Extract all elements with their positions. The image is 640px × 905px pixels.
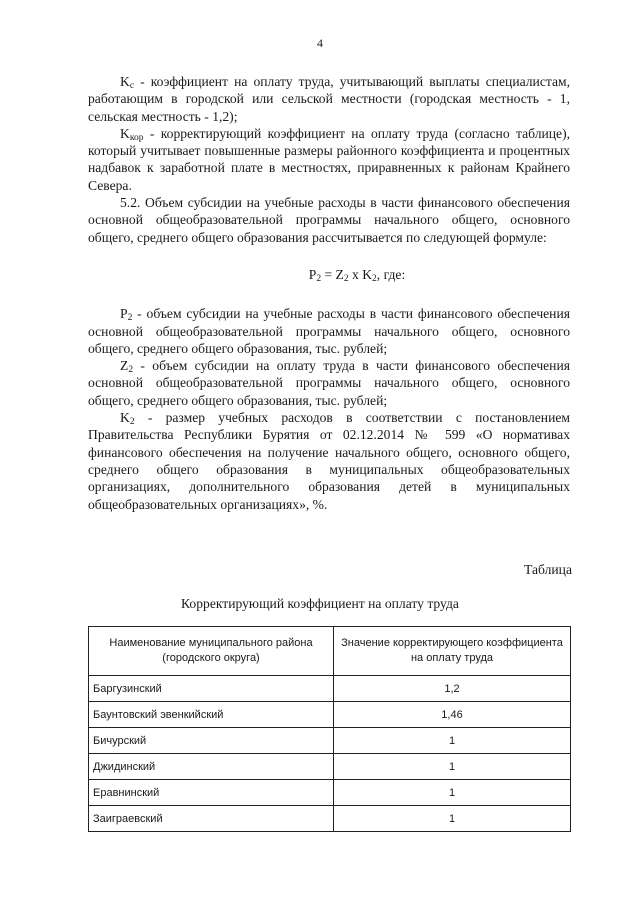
symbol: K (120, 125, 130, 141)
symbol-subscript: c (129, 81, 135, 91)
paragraph-kc (88, 73, 570, 125)
cell-coefficient: 1,46 (334, 702, 571, 728)
cell-district: Еравнинский (89, 780, 334, 806)
table-row (89, 754, 571, 780)
paragraph-k2 (88, 409, 570, 513)
cell-coefficient: 1 (334, 728, 571, 754)
symbol: Z (120, 358, 129, 374)
paragraph-p2 (88, 305, 570, 357)
paragraph-text: - коэффициент на оплату труда, учитывающий выплаты специалистам, работающим в городской или сельской местности (городская местность - 1, сельская местность - 1,2); (88, 74, 570, 124)
table-label: Таблица (524, 562, 572, 577)
cell-coefficient: 1,2 (334, 676, 571, 702)
paragraph-text: - объем субсидии на оплату труда в части финансового обеспечения основной общеобразовательной программы начального общего, основного общего, среднего общего образования, тыс. рублей; (88, 358, 570, 408)
table-row (89, 806, 571, 832)
paragraph-text: - корректирующий коэффициент на оплату труда (согласно таблице), который учитывает повышенные размеры районного коэффициента и процентных надбавок к заработной плате в местностях, приравненных к районам Крайнего Севера. (88, 125, 570, 193)
table-header-row (89, 627, 571, 676)
cell-coefficient: 1 (334, 806, 571, 832)
formula-p-subscript: 2 (316, 273, 322, 284)
formula-p: P (308, 266, 317, 282)
cell-coefficient: 1 (334, 780, 571, 806)
paragraph-z2 (88, 357, 570, 409)
symbol: P (120, 306, 128, 322)
cell-district: Джидинский (89, 754, 334, 780)
paragraph-kkor (88, 125, 570, 194)
symbol-subscript: 2 (127, 313, 133, 324)
coefficient-table (88, 626, 571, 832)
cell-district: Заиграевский (89, 806, 334, 832)
table-row (89, 780, 571, 806)
table-row (89, 728, 571, 754)
paragraph-text: - размер учебных расходов в соответствии с постановлением Правительства Республики Бурятия от 02.12.2014 № 599 «О нормативах финансового обеспечения на получение начального общего, основного общего, среднего общего образования в муниципальных общеобразовательных организациях, дополнительного образования детей в муниципальных общеобразовательных организациях», %. (88, 410, 570, 512)
table-row (89, 676, 571, 702)
cell-district: Баргузинский (89, 676, 334, 702)
symbol-subscript: 2 (128, 365, 134, 376)
body-text (88, 73, 570, 513)
table-row (89, 702, 571, 728)
page-number: 4 (317, 36, 323, 50)
paragraph-5-2: 5.2. Объем субсидии на учебные расходы в части финансового обеспечения основной общеобразовательной программы начального общего, основного общего, среднего общего образования рассчитывается по следующей формуле: (88, 195, 570, 245)
symbol-subscript: кор (129, 132, 144, 143)
formula (88, 266, 570, 283)
formula-eq: = Z (321, 266, 344, 282)
formula-k-subscript: 2 (372, 273, 377, 284)
formula-tail: , где: (376, 266, 406, 282)
cell-coefficient: 1 (334, 754, 571, 780)
formula-z-subscript: 2 (343, 273, 349, 284)
header-coefficient: Значение корректирующего коэффициента на оплату труда (334, 627, 571, 676)
header-district: Наименование муниципального района (городского округа) (89, 627, 334, 676)
formula-x: x K (348, 266, 373, 282)
symbol-subscript: 2 (129, 417, 135, 428)
cell-district: Баунтовский эвенкийский (89, 702, 334, 728)
cell-district: Бичурский (89, 728, 334, 754)
symbol: K (120, 410, 130, 426)
paragraph-text: - объем субсидии на учебные расходы в части финансового обеспечения основной общеобразовательной программы начального общего, основного общего, среднего общего образования, тыс. рублей; (88, 306, 570, 356)
table-title: Корректирующий коэффициент на оплату труда (181, 596, 459, 611)
symbol: K (120, 74, 130, 89)
